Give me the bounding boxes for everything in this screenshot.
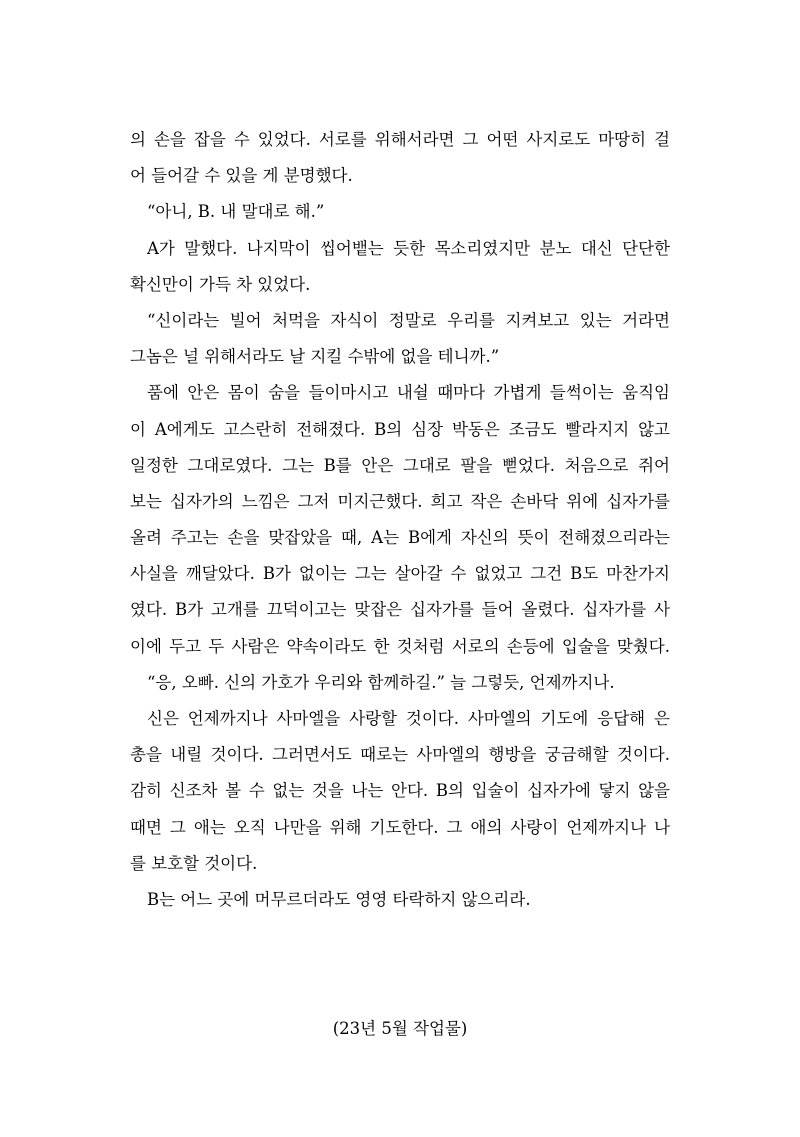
text-line: “응, 오빠. 신의 가호가 우리와 함께하길.” 늘 그렇듯, 언제까지나. [147, 672, 615, 692]
text-line: 의 손을 잡을 수 있었다. 서로를 위해서라면 그 어떤 사지로도 마땅히 걸 [130, 130, 670, 149]
text-line: 사실을 깨달았다. B가 없이는 그는 살아갈 수 없었고 그건 B도 마찬가지 [130, 564, 670, 584]
text-line: 였다. B가 고개를 끄덕이고는 맞잡은 십자가를 들어 올렸다. 십자가를 사 [130, 600, 670, 620]
text-line: 이 A에게도 고스란히 전해졌다. B의 심장 박동은 조금도 빨라지지 않고 [130, 419, 670, 439]
text-line: 보는 십자가의 느낌은 그저 미지근했다. 희고 작은 손바닥 위에 십자가를 [130, 491, 670, 511]
text-line: 어 들어갈 수 있을 게 분명했다. [130, 166, 353, 186]
document-body [130, 122, 670, 918]
text-line: 를 보호할 것이다. [130, 853, 258, 873]
footer-note: (23년 5월 작업물) [332, 1019, 468, 1038]
text-line: 올려 주고는 손을 맞잡았을 때, A는 B에게 자신의 뜻이 전해졌으리라는 [130, 528, 670, 548]
text-line: “신이라는 빌어 처먹을 자식이 정말로 우리를 지켜보고 있는 거라면 [147, 310, 670, 330]
text-line: 확신만이 가득 차 있었다. [130, 274, 311, 294]
text-line: 총을 내릴 것이다. 그러면서도 때로는 사마엘의 행방을 궁금해할 것이다. [130, 745, 670, 765]
text-line: 그놈은 널 위해서라도 날 지킬 수밖에 없을 테니까.” [130, 347, 500, 367]
text-line: 품에 안은 몸이 숨을 들이마시고 내쉴 때마다 가볍게 들썩이는 움직임 [147, 383, 670, 403]
text-line: 이에 두고 두 사람은 약속이라도 한 것처럼 서로의 손등에 입술을 맞췄다. [130, 636, 670, 656]
text-line: 신은 언제까지나 사마엘을 사랑할 것이다. 사마엘의 기도에 응답해 은 [147, 709, 670, 728]
text-line: B는 어느 곳에 머무르더라도 영영 타락하지 않으리라. [147, 889, 531, 909]
text-line: 때면 그 애는 오직 나만을 위해 기도한다. 그 애의 사랑이 언제까지나 나 [130, 817, 670, 837]
text-line: “아니, B. 내 말대로 해.” [147, 202, 325, 222]
text-line: 일정한 그대로였다. 그는 B를 안은 그대로 팔을 뻗었다. 처음으로 쥐어 [130, 455, 670, 475]
text-line: 감히 신조차 볼 수 없는 것을 나는 안다. B의 입술이 십자가에 닿지 않을 [130, 781, 670, 801]
text-line: A가 말했다. 나지막이 씹어뱉는 듯한 목소리였지만 분노 대신 단단한 [147, 238, 670, 258]
